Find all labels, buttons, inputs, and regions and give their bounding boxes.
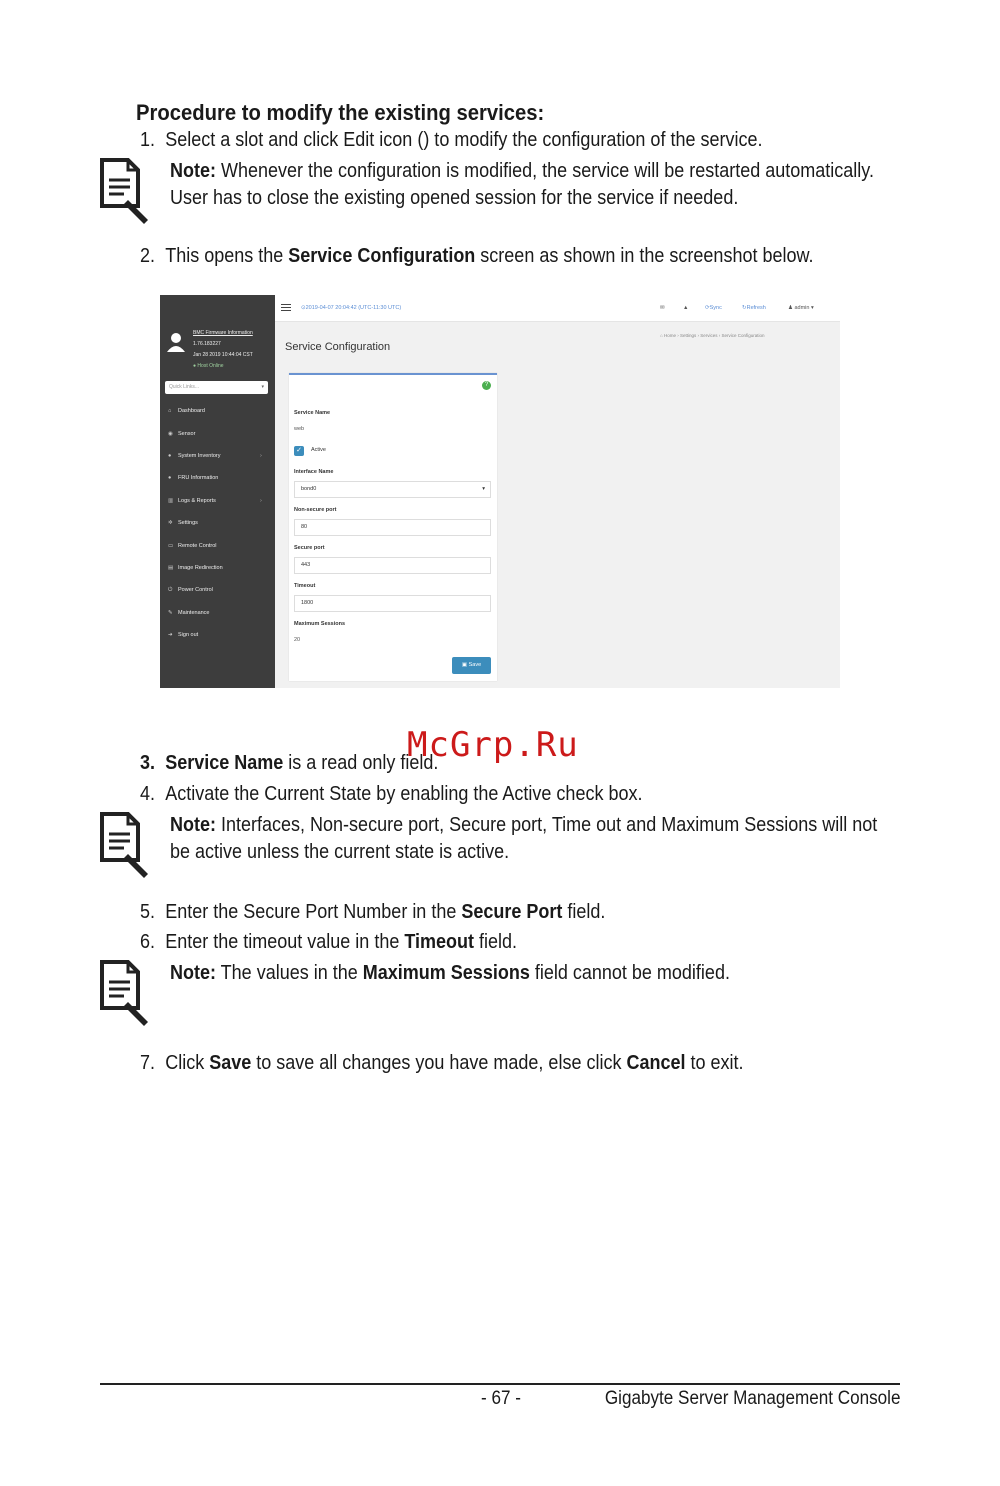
- page-number: - 67 -: [481, 1388, 521, 1409]
- chevron-right-icon: ›: [260, 453, 262, 459]
- user-avatar-icon: [166, 332, 186, 352]
- maximum-sessions-value: 20: [294, 637, 301, 643]
- warning-icon[interactable]: ▲: [683, 305, 689, 311]
- firmware-version: 1.76.183227: [193, 341, 221, 347]
- non-secure-port-input[interactable]: 80: [294, 519, 491, 536]
- step-2: 2. This opens the Service Configuration screen as shown in the screenshot below.: [140, 245, 814, 267]
- active-checkbox[interactable]: ✓: [294, 446, 304, 456]
- step-4: 4. Activate the Current State by enabling the Active check box.: [140, 783, 643, 805]
- sidebar-item-fru-information[interactable]: ● FRU Information: [168, 475, 219, 481]
- power-icon: ⏻: [168, 587, 173, 593]
- refresh-button[interactable]: ↻Refresh: [742, 305, 766, 311]
- wrench-icon: ✎: [168, 610, 173, 616]
- bar-chart-icon: ▥: [168, 498, 174, 504]
- active-label: Active: [311, 447, 326, 453]
- secure-port-input[interactable]: 443: [294, 557, 491, 574]
- monitor-icon: ▭: [168, 543, 174, 549]
- chevron-down-icon: ▾: [261, 384, 264, 390]
- sidebar-item-settings[interactable]: ✲ Settings: [168, 520, 198, 526]
- step-3: 3. Service Name is a read only field.: [140, 752, 439, 774]
- footer-title: Gigabyte Server Management Console: [604, 1388, 900, 1409]
- mail-icon[interactable]: ✉: [660, 305, 665, 311]
- save-icon: ▣: [461, 662, 469, 668]
- chevron-down-icon: ▾: [482, 486, 485, 492]
- secure-port-label: Secure port: [294, 545, 325, 551]
- datetime: ⊙2019-04-07 20:04:42 (UTC-11:30 UTC): [301, 305, 402, 311]
- sidebar-item-image-redirection[interactable]: ▤ Image Redirection: [168, 565, 223, 571]
- sync-button[interactable]: ⟳Sync: [705, 305, 722, 311]
- sign-out-icon: ➜: [168, 632, 173, 638]
- firmware-date: Jan 28 2019 10:44:04 CST: [193, 352, 253, 358]
- section-heading: Procedure to modify the existing services:: [136, 100, 545, 125]
- user-icon: ♟: [788, 305, 795, 311]
- help-icon[interactable]: ?: [482, 381, 491, 390]
- service-configuration-screenshot: [160, 295, 840, 688]
- timeout-label: Timeout: [294, 583, 316, 589]
- sidebar-item-logs-reports[interactable]: ▥ Logs & Reports ›: [168, 498, 262, 504]
- info-icon: ●: [168, 475, 172, 481]
- breadcrumb: ⌂ Home › Settings › Services › Service Configuration: [660, 333, 765, 338]
- quick-links-select[interactable]: Quick Links... ▾: [165, 381, 268, 394]
- note-icon: [98, 958, 152, 1028]
- sidebar-item-sign-out[interactable]: ➜ Sign out: [168, 632, 199, 638]
- firmware-info-link[interactable]: BMC Firmware Information: [193, 330, 253, 336]
- service-name-value: web: [294, 426, 305, 432]
- note-1-line-1: Note: Whenever the configuration is modified, the service will be restarted automatically.: [170, 160, 874, 182]
- sidebar-item-system-inventory[interactable]: ● System Inventory ›: [168, 453, 262, 459]
- disk-icon: ▤: [168, 565, 174, 571]
- dashboard-icon: ⌂: [168, 408, 172, 414]
- sidebar-item-remote-control[interactable]: ▭ Remote Control: [168, 543, 217, 549]
- note-2-line-2: be active unless the current state is active.: [170, 841, 510, 863]
- sensor-icon: ◉: [168, 431, 173, 437]
- info-icon: ●: [168, 453, 172, 459]
- step-6: 6. Enter the timeout value in the Timeout field.: [140, 931, 518, 953]
- service-name-label: Service Name: [294, 410, 331, 416]
- timeout-input[interactable]: 1800: [294, 595, 491, 612]
- footer-rule: [100, 1383, 900, 1385]
- chevron-right-icon: ›: [260, 498, 262, 504]
- home-icon: ⌂: [660, 333, 664, 338]
- page-title: Service Configuration: [285, 341, 391, 353]
- sidebar-item-sensor[interactable]: ◉ Sensor: [168, 431, 196, 437]
- step-7: 7. Click Save to save all changes you have made, else click Cancel to exit.: [140, 1052, 744, 1074]
- sidebar-item-power-control[interactable]: ⏻ Power Control: [168, 587, 213, 593]
- sync-icon: ⟳: [705, 305, 710, 311]
- interface-name-label: Interface Name: [294, 469, 334, 475]
- sidebar-item-dashboard[interactable]: ⌂ Dashboard: [168, 408, 205, 414]
- sidebar-item-maintenance[interactable]: ✎ Maintenance: [168, 610, 210, 616]
- gear-icon: ✲: [168, 520, 173, 526]
- service-form: [289, 373, 497, 681]
- note-icon: [98, 810, 152, 880]
- note-2-line-1: Note: Interfaces, Non-secure port, Secure port, Time out and Maximum Sessions will not: [170, 814, 878, 836]
- firmware-info: [193, 328, 253, 372]
- non-secure-port-label: Non-secure port: [294, 507, 337, 513]
- refresh-icon: ↻: [742, 305, 747, 311]
- sidebar: [160, 295, 275, 688]
- step-1: 1. Select a slot and click Edit icon () to modify the configuration of the service.: [140, 129, 763, 151]
- step-5: 5. Enter the Secure Port Number in the Secure Port field.: [140, 901, 606, 923]
- note-1-line-2: User has to close the existing opened session for the service if needed.: [170, 187, 739, 209]
- save-button[interactable]: ▣ Save: [452, 657, 491, 674]
- host-status: ● Host Online: [193, 363, 224, 369]
- note-icon: [98, 156, 152, 226]
- interface-name-select[interactable]: bond0 ▾: [294, 481, 491, 498]
- note-3: Note: The values in the Maximum Sessions field cannot be modified.: [170, 962, 730, 984]
- watermark: McGrp.Ru: [407, 725, 579, 765]
- menu-icon[interactable]: [281, 304, 291, 313]
- user-menu[interactable]: ♟ admin ▾: [788, 305, 814, 311]
- maximum-sessions-label: Maximum Sessions: [294, 621, 346, 627]
- top-bar: [275, 295, 840, 322]
